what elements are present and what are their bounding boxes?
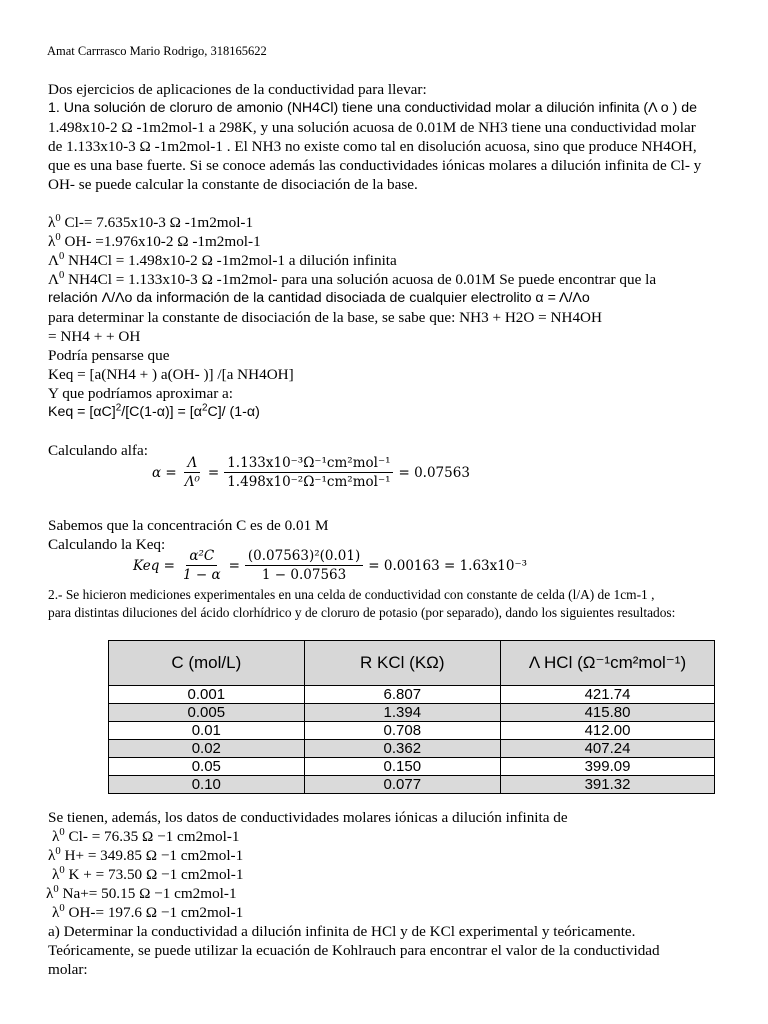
lambda-cl-line: $\lambda^0$ Cl-= 7.635x10-3 Ω -1m2mol-1: [48, 212, 254, 231]
approx-line: Y que podríamos aproximar a:: [48, 385, 234, 402]
table-row: [109, 686, 715, 704]
results-table: [108, 640, 715, 794]
table-cell: 421.74: [501, 686, 715, 704]
table-cell: 391.32: [501, 776, 715, 794]
table-cell: 399.09: [501, 758, 715, 776]
table-row: [109, 740, 715, 758]
table-header-row: [109, 641, 715, 686]
intro-title: Dos ejercicios de aplicaciones de la conductividad para llevar:: [48, 81, 427, 98]
author-line: Amat Carrrasco Mario Rodrigo, 318165622: [47, 44, 267, 58]
lambda-na-ionic: $\lambda^0$ Na+= 50.15 Ω −1 cm2mol-1: [46, 883, 237, 902]
question-a-line2: Teóricamente, se puede utilizar la ecuación de Kohlrauch para encontrar el valor de la conductividad: [48, 942, 660, 959]
lambda-oh-line: $\lambda^0$ OH- =1.976x10-2 Ω -1m2mol-1: [48, 231, 261, 250]
problem1-line2: 1.498x10-2 Ω -1m2mol-1 a 298K, y una solución acuosa de 0.01M de NH3 tiene una conductividad molar: [48, 119, 696, 136]
concentration-line: Sabemos que la concentración C es de 0.01 M: [48, 517, 329, 534]
table-cell: 0.077: [304, 776, 500, 794]
table-cell: 0.362: [304, 740, 500, 758]
problem1-line5: OH- se puede calcular la constante de disociación de la base.: [48, 176, 418, 193]
lambda-oh-ionic: $\lambda^0$ OH-= 197.6 Ω −1 cm2mol-1: [52, 902, 244, 921]
table-row: [109, 722, 715, 740]
table-cell: 0.005: [109, 704, 305, 722]
problem1-line1: 1. Una solución de cloruro de amonio (NH4Cl) tiene una conductividad molar a dilución infinita (Λ o ) de: [48, 100, 698, 116]
table-cell: 0.02: [109, 740, 305, 758]
ionic-data-intro: Se tienen, además, los datos de conductividades molares iónicas a dilución infinita de: [48, 809, 568, 826]
header-concentration: C (mol/L): [109, 641, 305, 686]
table-cell: 0.10: [109, 776, 305, 794]
problem1-line3: de 1.133x10-3 Ω -1m2mol-1 . El NH3 no existe como tal en disolución acuosa, sino que produce NH4OH,: [48, 138, 697, 155]
lambda-cl-ionic: $\lambda^0$ Cl- = 76.35 Ω −1 cm2mol-1: [52, 826, 240, 845]
lambda-k-ionic: $\lambda^0$ K + = 73.50 Ω −1 cm2mol-1: [52, 864, 244, 883]
thought-line: Podría pensarse que: [48, 347, 170, 364]
problem2-line2: para distintas diluciones del ácido clorhídrico y de cloruro de potasio (por separado), dando los siguientes resultados:: [48, 605, 676, 620]
table-row: [109, 776, 715, 794]
table-cell: 0.01: [109, 722, 305, 740]
relation-line: relación Λ/Λo da información de la cantidad disociada de cualquier electrolito α = Λ/Λo: [48, 290, 590, 306]
table-cell: 415.80: [501, 704, 715, 722]
question-a-line3: molar:: [48, 961, 88, 978]
Lambda-nh4cl-solution-line: $\Lambda^0$ NH4Cl = 1.133x10-3 Ω -1m2mol- para una solución acuosa de 0.01M Se puede encontrar que la: [48, 269, 657, 288]
reaction-line: para determinar la constante de disociación de la base, se sabe que: NH3 + H2O = NH4OH: [48, 309, 602, 326]
calc-keq-label: Calculando la Keq:: [48, 536, 166, 553]
table-cell: 6.807: [304, 686, 500, 704]
table-cell: 412.00: [501, 722, 715, 740]
table-row: [109, 758, 715, 776]
table-cell: 0.05: [109, 758, 305, 776]
lambda-h-ionic: $\lambda^0$ H+ = 349.85 Ω −1 cm2mol-1: [48, 845, 244, 864]
table-cell: 407.24: [501, 740, 715, 758]
table-cell: 1.394: [304, 704, 500, 722]
keq-approx-equation: Keq = $[\alpha C]^2/[C(1-\alpha)] = [\alpha^2C]/$ (1-α): [48, 402, 260, 420]
alpha-equation: α = $\frac{\Lambda}{\text{Λ⁰}}$ = $\frac{\text{1.133x10⁻³Ω⁻¹cm²mol⁻¹}}{\text{1.498x10⁻²Ω⁻¹cm²mol⁻¹}}$ = 0.07563: [152, 455, 470, 490]
problem2-line1: 2.- Se hicieron mediciones experimentales en una celda de conductividad con constante de celda (l/A) de 1cm-1 ,: [48, 587, 655, 602]
header-resistance-kcl: R KCl (KΩ): [304, 641, 500, 686]
keq-equation: Keq = $\frac{\text{α²C}}{1 - \alpha}$ = $\frac{\text{(0.07563)²(0.01)}}{1 - 0.07563}$ = 0.00163 = 1.63x10⁻³: [133, 548, 527, 583]
table-row: [109, 704, 715, 722]
Lambda-nh4cl-infinite-line: $\Lambda^0$ NH4Cl = 1.498x10-2 Ω -1m2mol-1 a dilución infinita: [48, 250, 397, 269]
table-cell: 0.150: [304, 758, 500, 776]
question-a-line1: a) Determinar la conductividad a dilución infinita de HCl y de KCl experimental y teóricamente.: [48, 923, 636, 940]
table-cell: 0.708: [304, 722, 500, 740]
reaction-line-cont: = NH4 + + OH: [48, 328, 141, 345]
header-conductivity-hcl: Λ HCl (Ω⁻¹cm²mol⁻¹): [501, 641, 715, 686]
problem1-line4: que es una base fuerte. Si se conoce además las conductividades iónicas molares a dilución infinita de Cl- y: [48, 157, 702, 174]
table-cell: 0.001: [109, 686, 305, 704]
calc-alpha-label: Calculando alfa:: [48, 442, 148, 459]
keq-activity-line: Keq = [a(NH4 + ) a(OH- )] /[a NH4OH]: [48, 366, 294, 383]
